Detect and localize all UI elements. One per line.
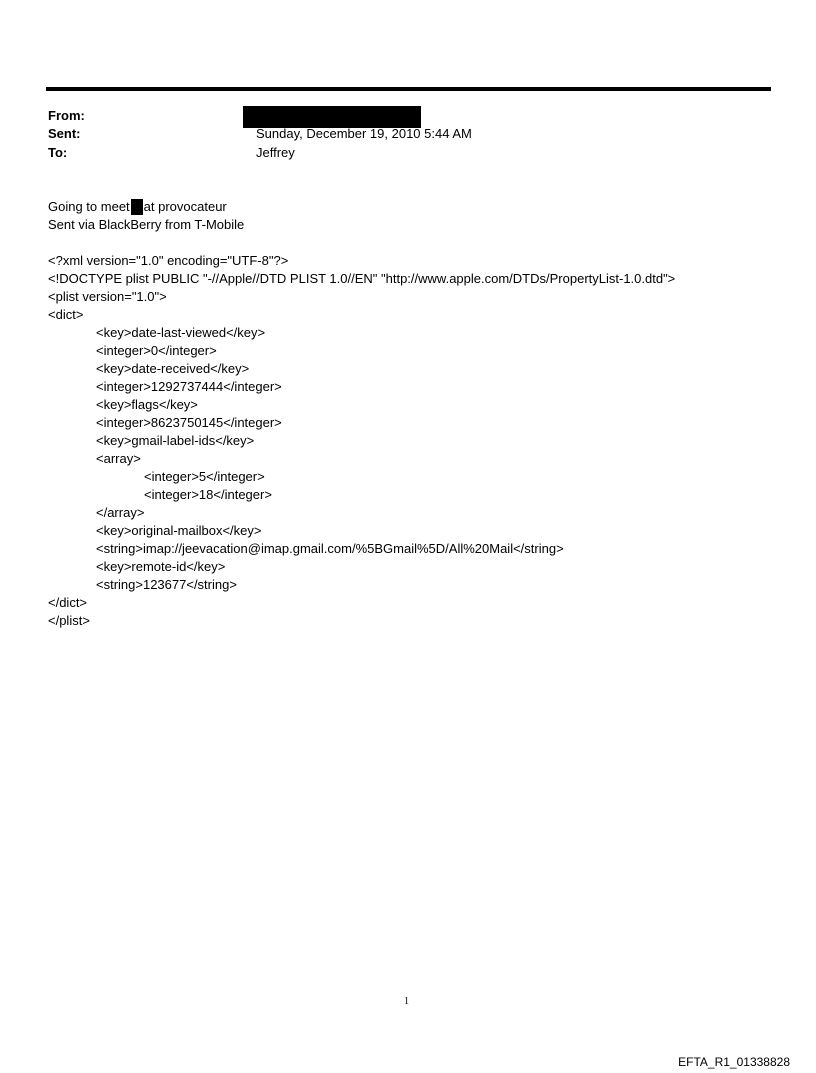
xml-line: <key>date-received</key> <box>96 361 250 376</box>
xml-line: <key>flags</key> <box>96 397 198 412</box>
xml-line: <plist version="1.0"> <box>48 289 167 304</box>
page-number: 1 <box>404 996 409 1007</box>
xml-line: <key>original-mailbox</key> <box>96 523 262 538</box>
xml-line: <integer>1292737444</integer> <box>96 379 282 394</box>
xml-line: <integer>18</integer> <box>144 487 272 502</box>
message-line-1 <box>48 199 227 215</box>
xml-line: </array> <box>96 505 145 520</box>
message-text-before: Going to meet <box>48 199 130 214</box>
xml-line: <string>imap://jeevacation@imap.gmail.com/%5BGmail%5D/All%20Mail</string> <box>96 541 564 556</box>
xml-line: </plist> <box>48 613 90 628</box>
xml-line: <?xml version="1.0" encoding="UTF-8"?> <box>48 253 289 268</box>
xml-line: <integer>0</integer> <box>96 343 217 358</box>
from-redaction <box>243 106 421 128</box>
xml-line: <integer>5</integer> <box>144 469 265 484</box>
xml-line: <key>remote-id</key> <box>96 559 226 574</box>
xml-line: </dict> <box>48 595 88 610</box>
xml-line: <dict> <box>48 307 84 322</box>
header-rule <box>46 87 771 91</box>
sent-value: Sunday, December 19, 2010 5:44 AM <box>256 126 472 141</box>
message-text-after: at provocateur <box>143 199 227 214</box>
document-id: EFTA_R1_01338828 <box>678 1055 790 1069</box>
xml-line: <integer>8623750145</integer> <box>96 415 282 430</box>
xml-line: <string>123677</string> <box>96 577 237 592</box>
from-label: From: <box>48 108 85 123</box>
message-line-2: Sent via BlackBerry from T-Mobile <box>48 217 245 232</box>
xml-line: <array> <box>96 451 141 466</box>
xml-line: <key>date-last-viewed</key> <box>96 325 266 340</box>
xml-line: <!DOCTYPE plist PUBLIC "-//Apple//DTD PLIST 1.0//EN" "http://www.apple.com/DTDs/PropertyList-1.0.dtd"> <box>48 271 676 286</box>
name-redaction <box>131 199 143 215</box>
sent-label: Sent: <box>48 126 81 141</box>
to-value: Jeffrey <box>256 145 295 160</box>
to-label: To: <box>48 145 68 160</box>
xml-line: <key>gmail-label-ids</key> <box>96 433 255 448</box>
